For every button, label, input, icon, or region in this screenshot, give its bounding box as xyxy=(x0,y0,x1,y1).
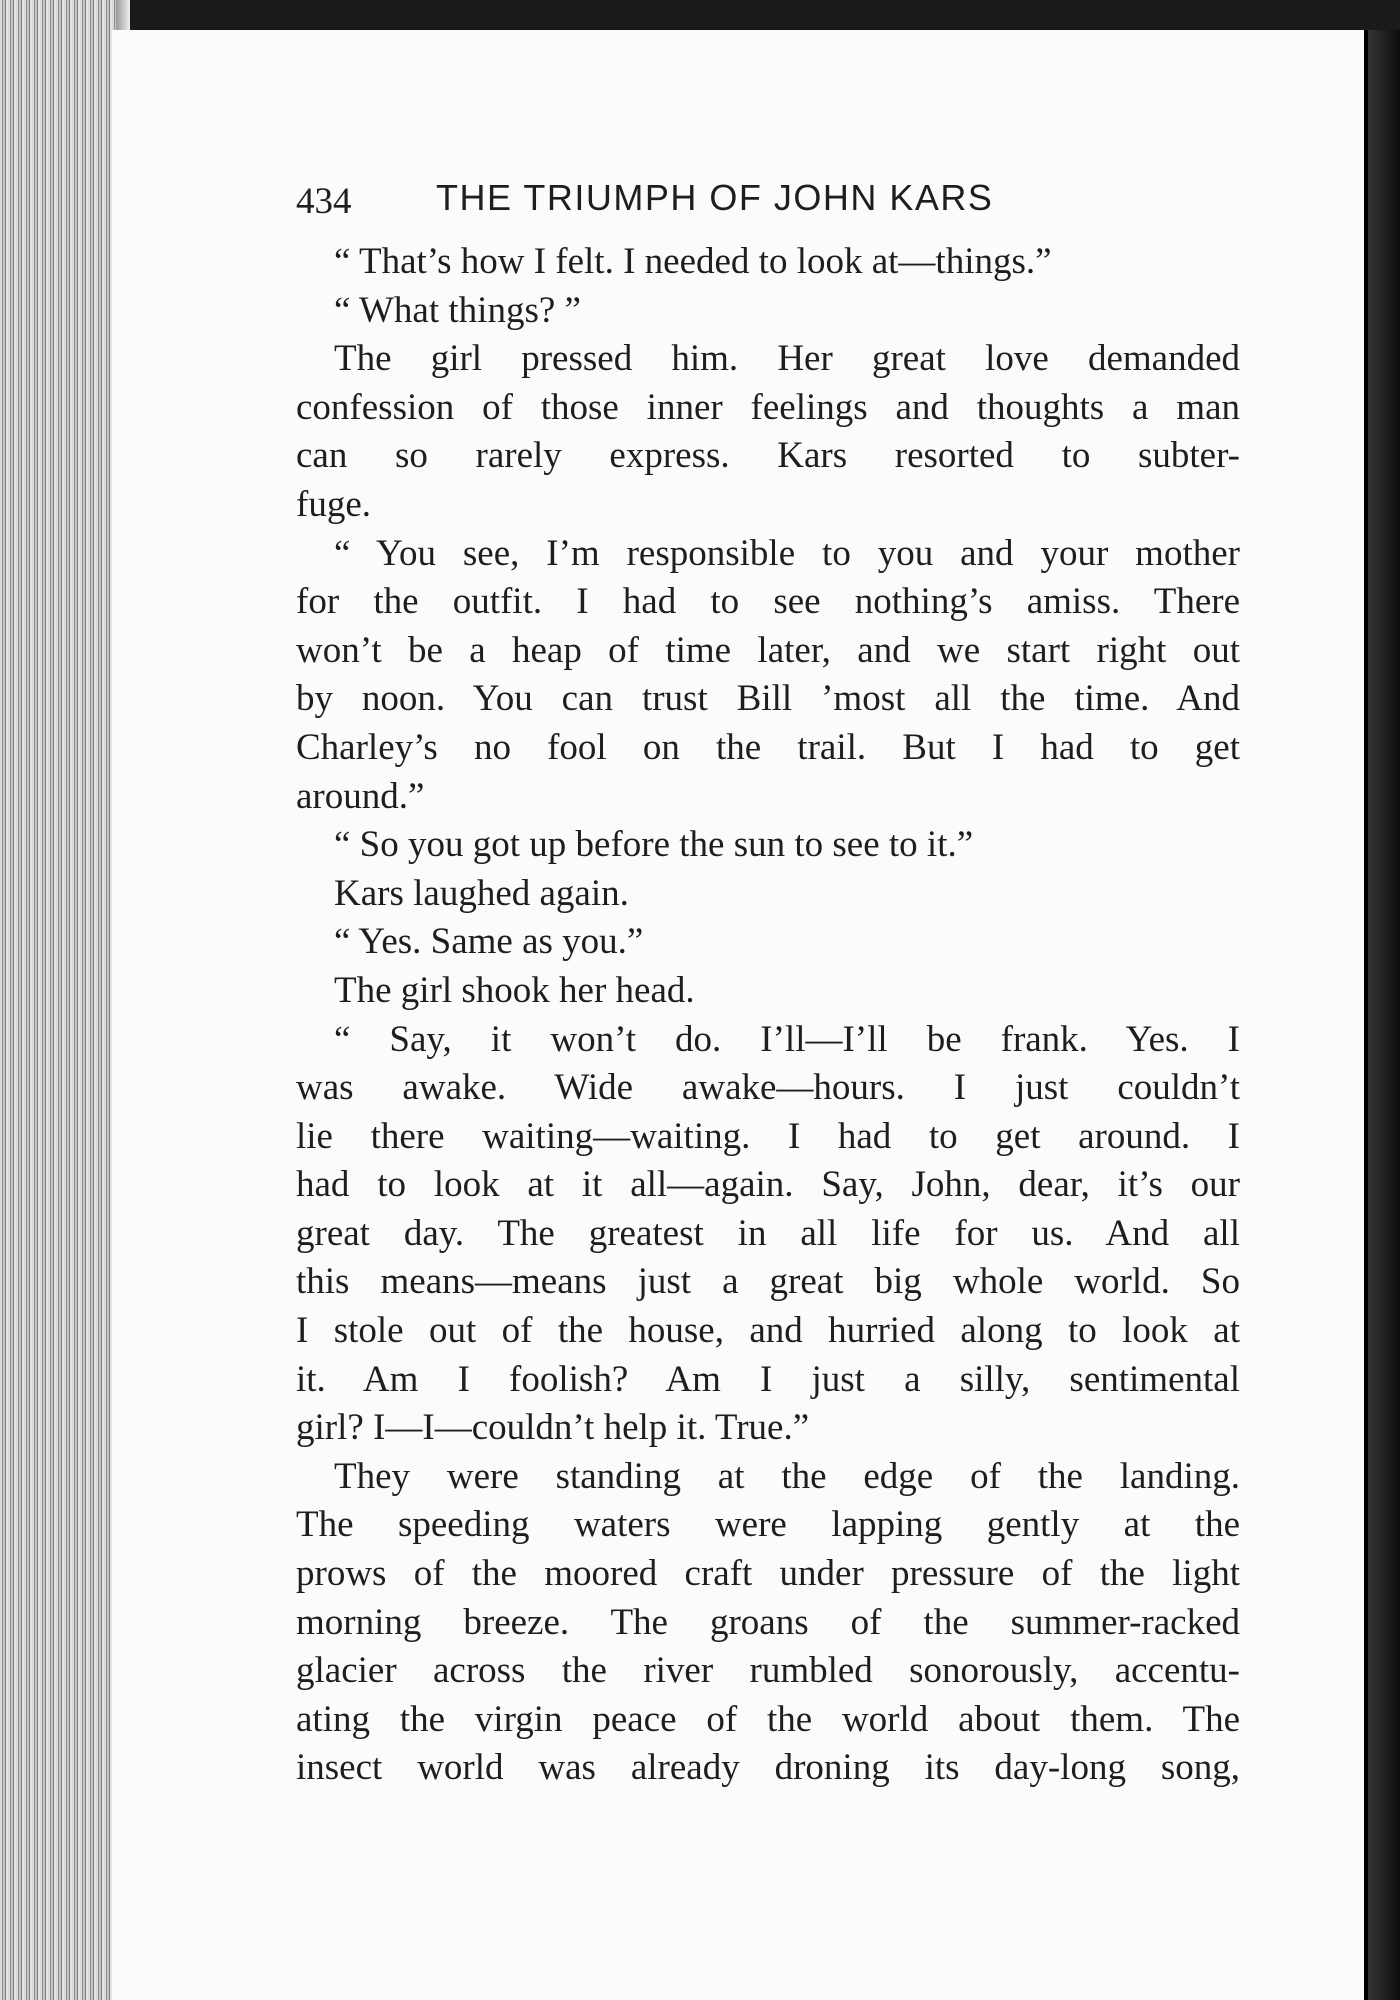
text-line: Charley’s no fool on the trail. But I had to get xyxy=(296,726,1240,768)
book-page-edges xyxy=(0,0,130,2000)
page-text-block xyxy=(296,170,1240,1793)
running-head xyxy=(296,170,1240,238)
text-line: it. Am I foolish? Am I just a silly, sentimental xyxy=(296,1358,1240,1400)
text-line: was awake. Wide awake—hours. I just couldn’t xyxy=(296,1067,1240,1109)
text-line: fuge. xyxy=(296,483,371,525)
scan-top-border xyxy=(0,0,1400,30)
text-line: The girl pressed him. Her great love demanded xyxy=(334,338,1240,380)
text-line: had to look at it all—again. Say, John, dear, it’s our xyxy=(296,1164,1240,1206)
running-title: THE TRIUMPH OF JOHN KARS xyxy=(436,177,994,218)
text-line: “ Yes. Same as you.” xyxy=(334,921,644,963)
text-line: around.” xyxy=(296,775,425,817)
text-line: Kars laughed again. xyxy=(334,872,629,914)
text-line: “ So you got up before the sun to see to it.” xyxy=(334,824,974,866)
text-line: insect world was already droning its day-long song, xyxy=(296,1747,1240,1789)
text-line: prows of the moored craft under pressure of the light xyxy=(296,1553,1240,1595)
text-line: “ That’s how I felt. I needed to look at—things.” xyxy=(334,241,1052,282)
text-line: confession of those inner feelings and thoughts a man xyxy=(296,386,1240,428)
text-line: “ Say, it won’t do. I’ll—I’ll be frank. Yes. I xyxy=(334,1018,1240,1060)
text-line: for the outfit. I had to see nothing’s amiss. There xyxy=(296,581,1240,623)
text-line: girl? I—I—couldn’t help it. True.” xyxy=(296,1407,810,1449)
book-gutter xyxy=(1364,30,1400,2000)
text-line: The girl shook her head. xyxy=(334,969,695,1011)
text-line: this means—means just a great big whole world. So xyxy=(296,1261,1240,1303)
page-number: 434 xyxy=(296,181,352,222)
text-line: lie there waiting—waiting. I had to get around. I xyxy=(296,1115,1240,1157)
text-line: glacier across the river rumbled sonorously, accentu- xyxy=(296,1650,1240,1692)
text-line: “ You see, I’m responsible to you and your mother xyxy=(334,532,1240,574)
text-line: ating the virgin peace of the world about them. The xyxy=(296,1698,1240,1740)
text-line: morning breeze. The groans of the summer-racked xyxy=(296,1601,1240,1643)
text-line: can so rarely express. Kars resorted to subter- xyxy=(296,435,1240,477)
text-line: “ What things? ” xyxy=(334,289,581,331)
text-line: The speeding waters were lapping gently at the xyxy=(296,1504,1240,1546)
text-line: by noon. You can trust Bill ’most all the time. And xyxy=(296,678,1240,720)
text-line: great day. The greatest in all life for us. And all xyxy=(296,1212,1240,1254)
text-line: won’t be a heap of time later, and we start right out xyxy=(296,629,1240,671)
text-line: I stole out of the house, and hurried along to look at xyxy=(296,1310,1240,1352)
text-line: They were standing at the edge of the landing. xyxy=(334,1455,1240,1497)
